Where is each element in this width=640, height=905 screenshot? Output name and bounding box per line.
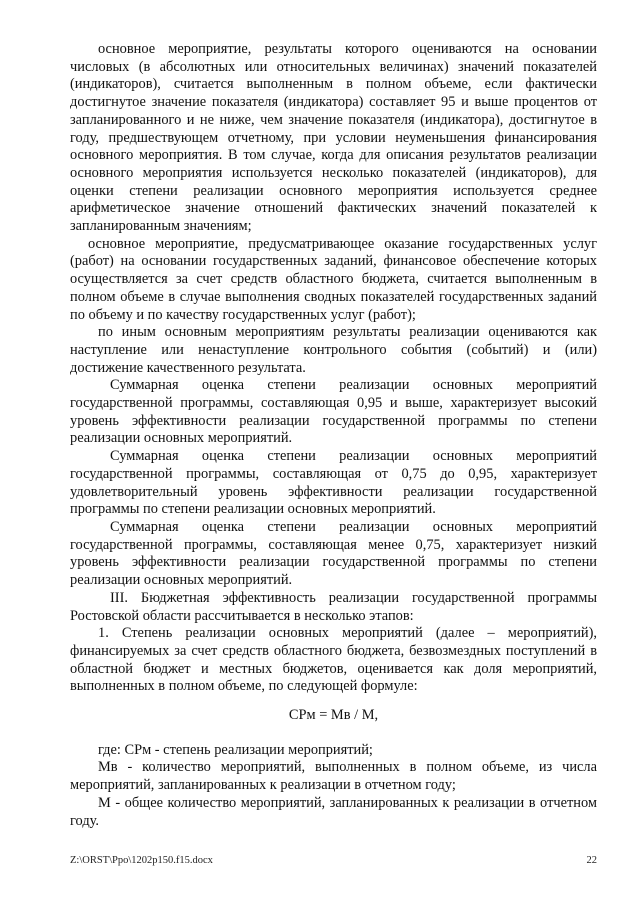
paragraph-indicator-criteria: основное мероприятие, результаты которого оцениваются на основании числовых (в абсолютных или относительных величинах) значений показателей (индикаторов), считается выполненным в полном объеме, если фактически достигнутое значение показателя (индикатора) составляет 95 и выше процентов от запланированного и не ниже, чем значение показателя (индикатора), достигнутое в году, предшествующем отчетному, при условии неуменьшения финансирования основного мероприятия. В том случае, когда для описания результатов реализации основного мероприятия используется несколько показателей (индикаторов), для оценки степени реализации основного мероприятия используется среднее арифметическое значение отношений фактических значений показателей к запланированным значениям; — [70, 41, 597, 235]
footer-file-path: Z:\ORST\Ppo\1202p150.f15.docx — [70, 855, 213, 866]
document-body — [70, 41, 597, 830]
definition-m: М - общее количество мероприятий, запланированных к реализации в отчетном году. — [70, 794, 597, 829]
definition-mv: Мв - количество мероприятий, выполненных в полном объеме, из числа мероприятий, запланированных к реализации в отчетном году; — [70, 759, 597, 794]
formula: СРм = Мв / М, — [288, 707, 379, 724]
page-footer — [70, 855, 597, 866]
page-number: 22 — [586, 855, 597, 866]
definition-srm: где: СРм - степень реализации мероприятий; — [98, 741, 373, 758]
paragraph-other-measures: по иным основным мероприятиям результаты реализации оцениваются как наступление или ненаступление контрольного события (событий) и (или) достижение качественного результата. — [70, 324, 597, 376]
paragraph-budget-efficiency-heading: III. Бюджетная эффективность реализации государственной программы Ростовской области рассчитывается в несколько этапов: — [70, 589, 597, 624]
paragraph-measures-degree: 1. Степень реализации основных мероприятий (далее – мероприятий), финансируемых за счет средств областного бюджета, безвозмездных поступлений в областной бюджет и местных бюджетов, оценивается как доля мероприятий, выполненных в полном объеме, по следующей формуле: — [70, 625, 597, 695]
paragraph-high-efficiency: Суммарная оценка степени реализации основных мероприятий государственной программы, составляющая 0,95 и выше, характеризует высокий уровень эффективности реализации государственной программы по степени реализации основных мероприятий. — [70, 377, 597, 447]
paragraph-state-services: основное мероприятие, предусматривающее оказание государственных услуг (работ) на основании государственных заданий, финансовое обеспечение которых осуществляется за счет средств областного бюджета, считается выполненным в полном объеме в случае выполнения сводных показателей государственных заданий по объему и по качеству государственных услуг (работ); — [70, 235, 597, 323]
paragraph-satisfactory-efficiency: Суммарная оценка степени реализации основных мероприятий государственной программы, составляющая от 0,75 до 0,95, характеризует удовлетворительный уровень эффективности реализации государственной программы по степени реализации основных мероприятий. — [70, 448, 597, 518]
paragraph-low-efficiency: Суммарная оценка степени реализации основных мероприятий государственной программы, составляющая менее 0,75, характеризует низкий уровень эффективности реализации государственной программы по степени реализации основных мероприятий. — [70, 518, 597, 589]
